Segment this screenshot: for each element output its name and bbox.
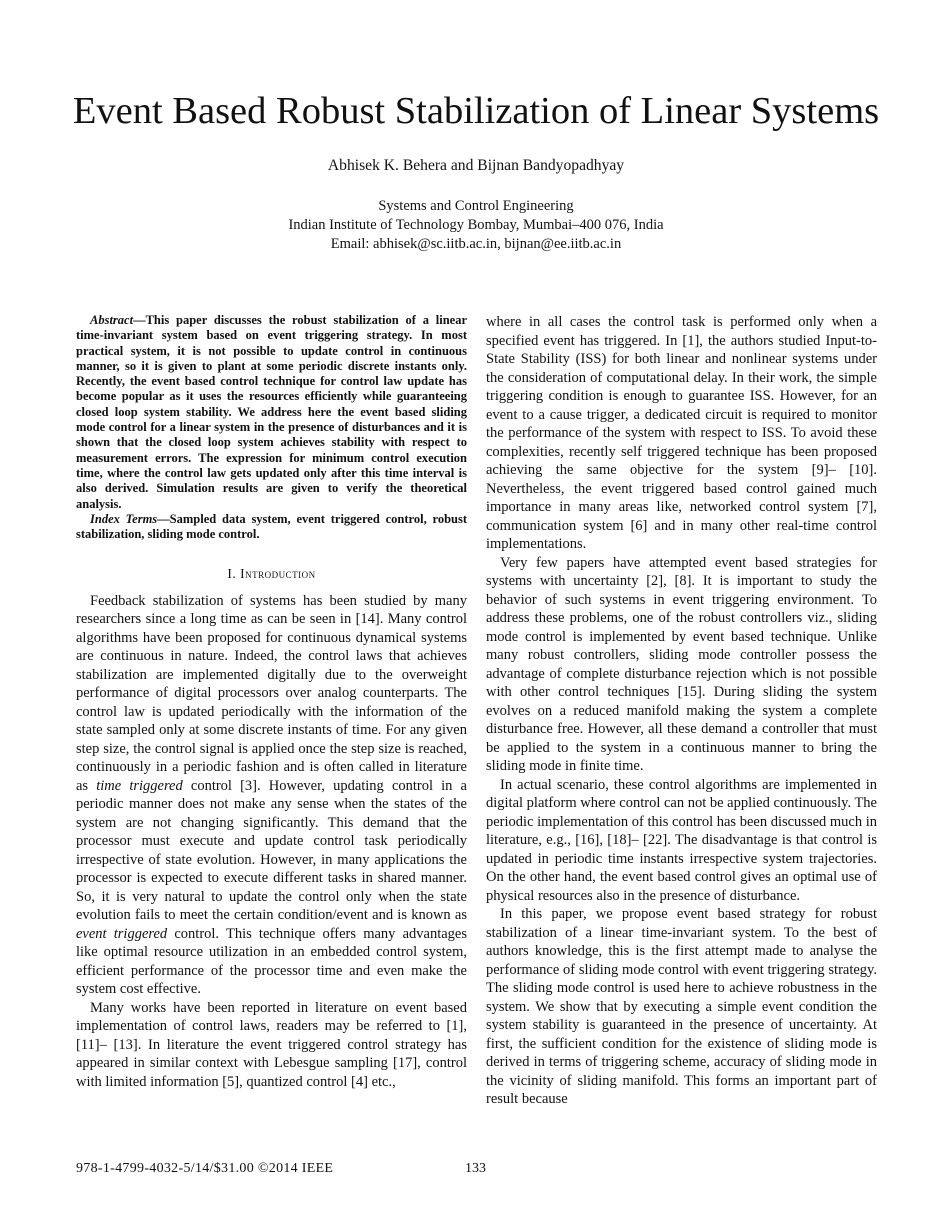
abstract — [76, 313, 467, 512]
abstract-text: —This paper discusses the robust stabilization of a linear time-invariant system based on event triggering strategy. In most practical system, it is not possible to update control in continuous manner, so it is given to plant at some periodic discrete instants only. Recently, the event based control technique for control law update has become popular as it uses the resources efficiently while guaranteeing closed loop system stability. We address here the event based sliding mode control for a linear system in the presence of disturbances and it is shown that the closed loop system achieves stability with respect to measurement errors. The expression for minimum control execution time, where the control law gets updated only after this time interval is also derived. Simulation results are given to verify the theoretical analysis. — [76, 313, 467, 511]
section-title: Introduction — [240, 566, 316, 582]
section-number: I. — [227, 566, 241, 582]
paragraph-1-emphasis-event-triggered: event triggered — [76, 925, 168, 942]
affiliation-block — [0, 197, 952, 254]
paragraph-1 — [76, 592, 467, 999]
right-column — [486, 313, 877, 1109]
paragraph-2: Many works have been reported in literature on event based implementation of control laws, readers may be referred to [1], [11]– [13]. In literature the event triggered control strategy has appeared in similar context with Lebesgue sampling [17], control with limited information [5], quantized control [4] etc., — [76, 999, 467, 1090]
copyright-notice: 978-1-4799-4032-5/14/$31.00 ©2014 IEEE — [76, 1161, 334, 1176]
affiliation-institute: Indian Institute of Technology Bombay, Mumbai–400 076, India — [288, 217, 664, 233]
paragraph-1-text-a: Feedback stabilization of systems has been studied by many researchers since a long time as can be seen in [14]. Many control algorithms have been proposed for continuous dynamical systems are continuous in nature. Indeed, the control laws that achieves stabilization are implemented digitally due to the overweight performance of digital processors over analog counterparts. The control law is updated periodically with the information of the state sampled only at some discrete instants of time. For any given step size, the control signal is applied once the step size is reached, continuously in a periodic fashion and is often called in literature as — [76, 592, 467, 794]
abstract-label: Abstract — [90, 313, 134, 327]
affiliation-email: Email: abhisek@sc.iitb.ac.in, bijnan@ee.iitb.ac.in — [330, 236, 622, 252]
paragraph-4: In actual scenario, these control algorithms are implemented in digital platform where control can not be applied continuously. The periodic implementation of this control has been discussed much in literature, e.g., [16], [18]– [22]. The disadvantage is that control is updated in periodic time instants irrespective system trajectories. On the other hand, the event based control gives an optimal use of physical resources also in the presence of disturbance. — [486, 776, 878, 904]
affiliation-department: Systems and Control Engineering — [378, 198, 574, 214]
left-column — [76, 313, 467, 1091]
index-terms — [76, 512, 467, 543]
paper-title: Event Based Robust Stabilization of Linear Systems — [72, 90, 880, 132]
index-terms-text: —Sampled data system, event triggered control, robust stabilization, sliding mode control. — [76, 511, 468, 542]
paragraph-1-text-c: control. This technique offers many advantages like optimal resource utilization in an embedded control system, efficient performance of the processor time and even make the system cost effective. — [76, 925, 467, 998]
section-heading-introduction — [76, 565, 467, 584]
paragraph-2-continued: where in all cases the control task is performed only when a specified event has triggered. In [1], the authors studied Input-to-State Stability (ISS) for both linear and nonlinear systems under the consideration of computational delay. In their work, the simple triggering condition is enough to guarantee ISS. However, for an event to a cause trigger, a dedicated circuit is required to monitor the performance of the system with respect to ISS. To avoid these complexities, recently self triggered technique has been proposed achieving the same objective for the system [9]– [10]. Nevertheless, the event triggered based control gained much importance in many areas like, networked control system [7], communication system [6] and in many other real-time control implementations. — [486, 314, 877, 552]
paragraph-3: Very few papers have attempted event based strategies for systems with uncertainty [2], [8]. It is important to study the behavior of such systems in event triggering environment. To address these problems, one of the robust controllers viz., sliding mode control is implemented by event based technique. Unlike many robust controllers, sliding mode controller possess the advantage of complete disturbance rejection which is not possible with other control techniques [15]. During sliding the system evolves on a reduced manifold making the system a complete disturbance free. However, all these demand a controller that must be applied to the system in a continuous manner to bring the sliding mode in finite time. — [486, 554, 877, 774]
author-list: Abhisek K. Behera and Bijnan Bandyopadhyay — [327, 157, 625, 174]
index-terms-label: Index Terms — [90, 511, 158, 526]
page-number: 133 — [465, 1161, 486, 1176]
paragraph-1-text-b: control [3]. However, updating control in a periodic manner does not make any sense when the states of the system are not changing significantly. This demand that the processor must execute and update control task periodically irrespective of state evolution. However, in many applications the processor is expected to execute different tasks in shared manner. So, it is very natural to update the control only when the state evolution fails to meet the certain condition/event and is known as — [76, 777, 467, 924]
paragraph-5: In this paper, we propose event based strategy for robust stabilization of a linear time-invariant system. To the best of authors knowledge, this is the first attempt made to analyse the performance of sliding mode control with event triggering strategy. The sliding mode control is used here to achieve robustness in the system. We show that by executing a simple event condition the system stability is guaranteed in the presence of uncertainty. At first, the sufficient condition for the existence of sliding mode is derived in terms of triggering scheme, accuracy of sliding mode in the vicinity of sliding manifold. This forms an important part of result because — [486, 906, 877, 1107]
paragraph-1-emphasis-time-triggered: time triggered — [96, 777, 183, 794]
